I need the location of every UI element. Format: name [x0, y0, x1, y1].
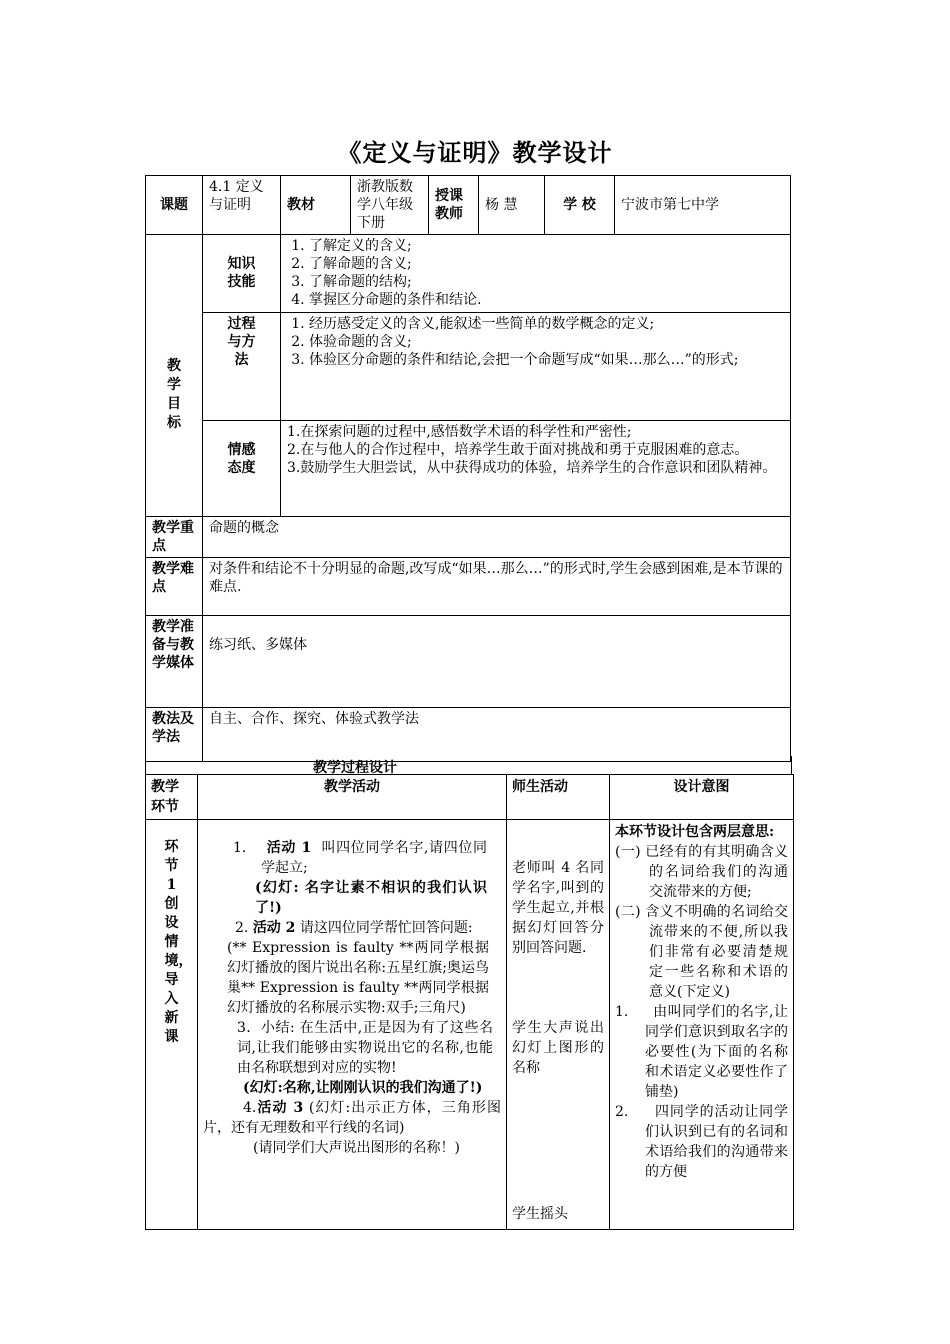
material-label: 教材: [281, 176, 351, 235]
ts-text-2: 学生大声说出幻灯上图形的名称: [512, 1020, 604, 1076]
list-item: 3. 体验区分命题的条件和结论,会把一个命题写成“如果…那么…”的形式;: [309, 351, 784, 369]
header-activity: 教学活动: [198, 775, 507, 820]
intent-point-2: (二) 含义不明确的名词给交流带来的不便,所以我们非常有必要清楚规定一些名称和术语的意义(下定义): [615, 904, 789, 1000]
prep-label: 教学准备与教学媒体: [146, 616, 203, 708]
activity-3-note: (请同学们大声说出图形的名称！): [253, 1140, 460, 1156]
summary: 3．小结: 在生活中,正是因为有了这些名词,让我们能够由实物说出它的名称,也能由名称联想到对应的实物!: [237, 1020, 493, 1076]
emotion-label: 情感态度: [203, 421, 281, 517]
stage1-activity: [198, 820, 507, 1230]
process-items: [281, 313, 791, 421]
material-value: 浙教版数学八年级下册: [351, 176, 429, 235]
course-label: 课题: [146, 176, 203, 235]
course-value: 4.1 定义与证明: [203, 176, 281, 235]
activity-3: 4.活动 3 (幻灯:出示正方体，三角形图片，还有无理数和平行线的名词): [203, 1100, 501, 1136]
process-label: 过程与方法: [203, 313, 281, 421]
list-item: 2. 体验命题的含义;: [309, 333, 784, 351]
prep-value: 练习纸、多媒体: [203, 616, 791, 708]
header-intent: 设计意图: [610, 775, 794, 820]
process-section-title: 教学过程设计: [145, 756, 792, 774]
intent-title: 本环节设计包含两层意思:: [615, 824, 775, 840]
slide-note-2: (幻灯:名称,让刚刚认识的我们沟通了!): [243, 1080, 483, 1096]
intent-point-4: 2. 四同学的活动让同学们认识到已有的名词和术语给我们的沟通带来的方便: [615, 1104, 788, 1180]
list-item: 3. 了解命题的结构;: [309, 273, 784, 291]
difficulty-value: 对条件和结论不十分明显的命题,改写成“如果…那么…”的形式时,学生会感到困难,是本节课的难点.: [203, 558, 791, 616]
knowledge-label: 知识技能: [203, 235, 281, 313]
activity-1: 1. 活动 1 叫四位同学名字,请四位同学起立;: [233, 840, 487, 876]
list-item: 1.在探索问题的过程中,感悟数学术语的科学性和严密性;: [287, 424, 632, 440]
method-value: 自主、合作、探究、体验式教学法: [203, 708, 791, 762]
teacher-label: 授课教师: [429, 176, 479, 235]
ts-text-3: 学生摇头: [512, 1206, 568, 1222]
key-point-label: 教学重点: [146, 517, 203, 558]
method-label: 教法及学法: [146, 708, 203, 762]
school-value: 宁波市第七中学: [615, 176, 791, 235]
school-label: 学 校: [545, 176, 615, 235]
header-teacher-student: 师生活动: [507, 775, 610, 820]
ts-text-1: 老师叫 4 名同学名字,叫到的学生起立,并根据幻灯回答分别回答问题.: [512, 860, 604, 956]
list-item: 1. 了解定义的含义;: [309, 237, 784, 255]
intent-point-1: (一) 已经有的有其明确含义的名词给我们的沟通交流带来的方便;: [615, 844, 789, 900]
list-item: 4. 掌握区分命题的条件和结论.: [309, 291, 784, 309]
emotion-items: [281, 421, 791, 517]
list-item: 3.鼓励学生大胆尝试，从中获得成功的体验，培养学生的合作意识和团队精神。: [287, 460, 777, 476]
lesson-info-table: [145, 175, 791, 762]
intent-point-3: 1. 由叫同学们的名字,让同学们意识到取名字的必要性(为下面的名称和术语定义必要性作了铺垫): [615, 1004, 788, 1100]
stage1-label: 环节1创设情境，导入新课: [146, 820, 198, 1230]
stage1-intent: [610, 820, 794, 1230]
list-item: 1. 经历感受定义的含义,能叙述一些简单的数学概念的定义;: [309, 315, 784, 333]
activity-2-detail: (** Expression is faulty **两同学根据幻灯播放的图片说出名称:五星红旗;奥运鸟巢** Expression is faulty **两同学根据幻灯播放的名称展示实物:双手;三角尺): [227, 940, 489, 1016]
teacher-value: 杨 慧: [479, 176, 545, 235]
header-stage: 教学环节: [146, 775, 198, 820]
stage1-teacher-student: [507, 820, 610, 1230]
document-title: 《定义与证明》教学设计: [337, 138, 613, 167]
list-item: 2.在与他人的合作过程中，培养学生敢于面对挑战和勇于克服困难的意志。: [287, 442, 749, 458]
goals-label: 教学目标: [167, 357, 181, 431]
knowledge-items: [281, 235, 791, 313]
process-table: [145, 774, 794, 1230]
list-item: 2. 了解命题的含义;: [309, 255, 784, 273]
key-point-value: 命题的概念: [203, 517, 791, 558]
difficulty-label: 教学难点: [146, 558, 203, 616]
activity-2: 2. 活动 2 请这四位同学帮忙回答问题:: [235, 920, 473, 936]
slide-note-1: (幻灯: 名字让素不相识的我们认识了!): [255, 880, 487, 916]
